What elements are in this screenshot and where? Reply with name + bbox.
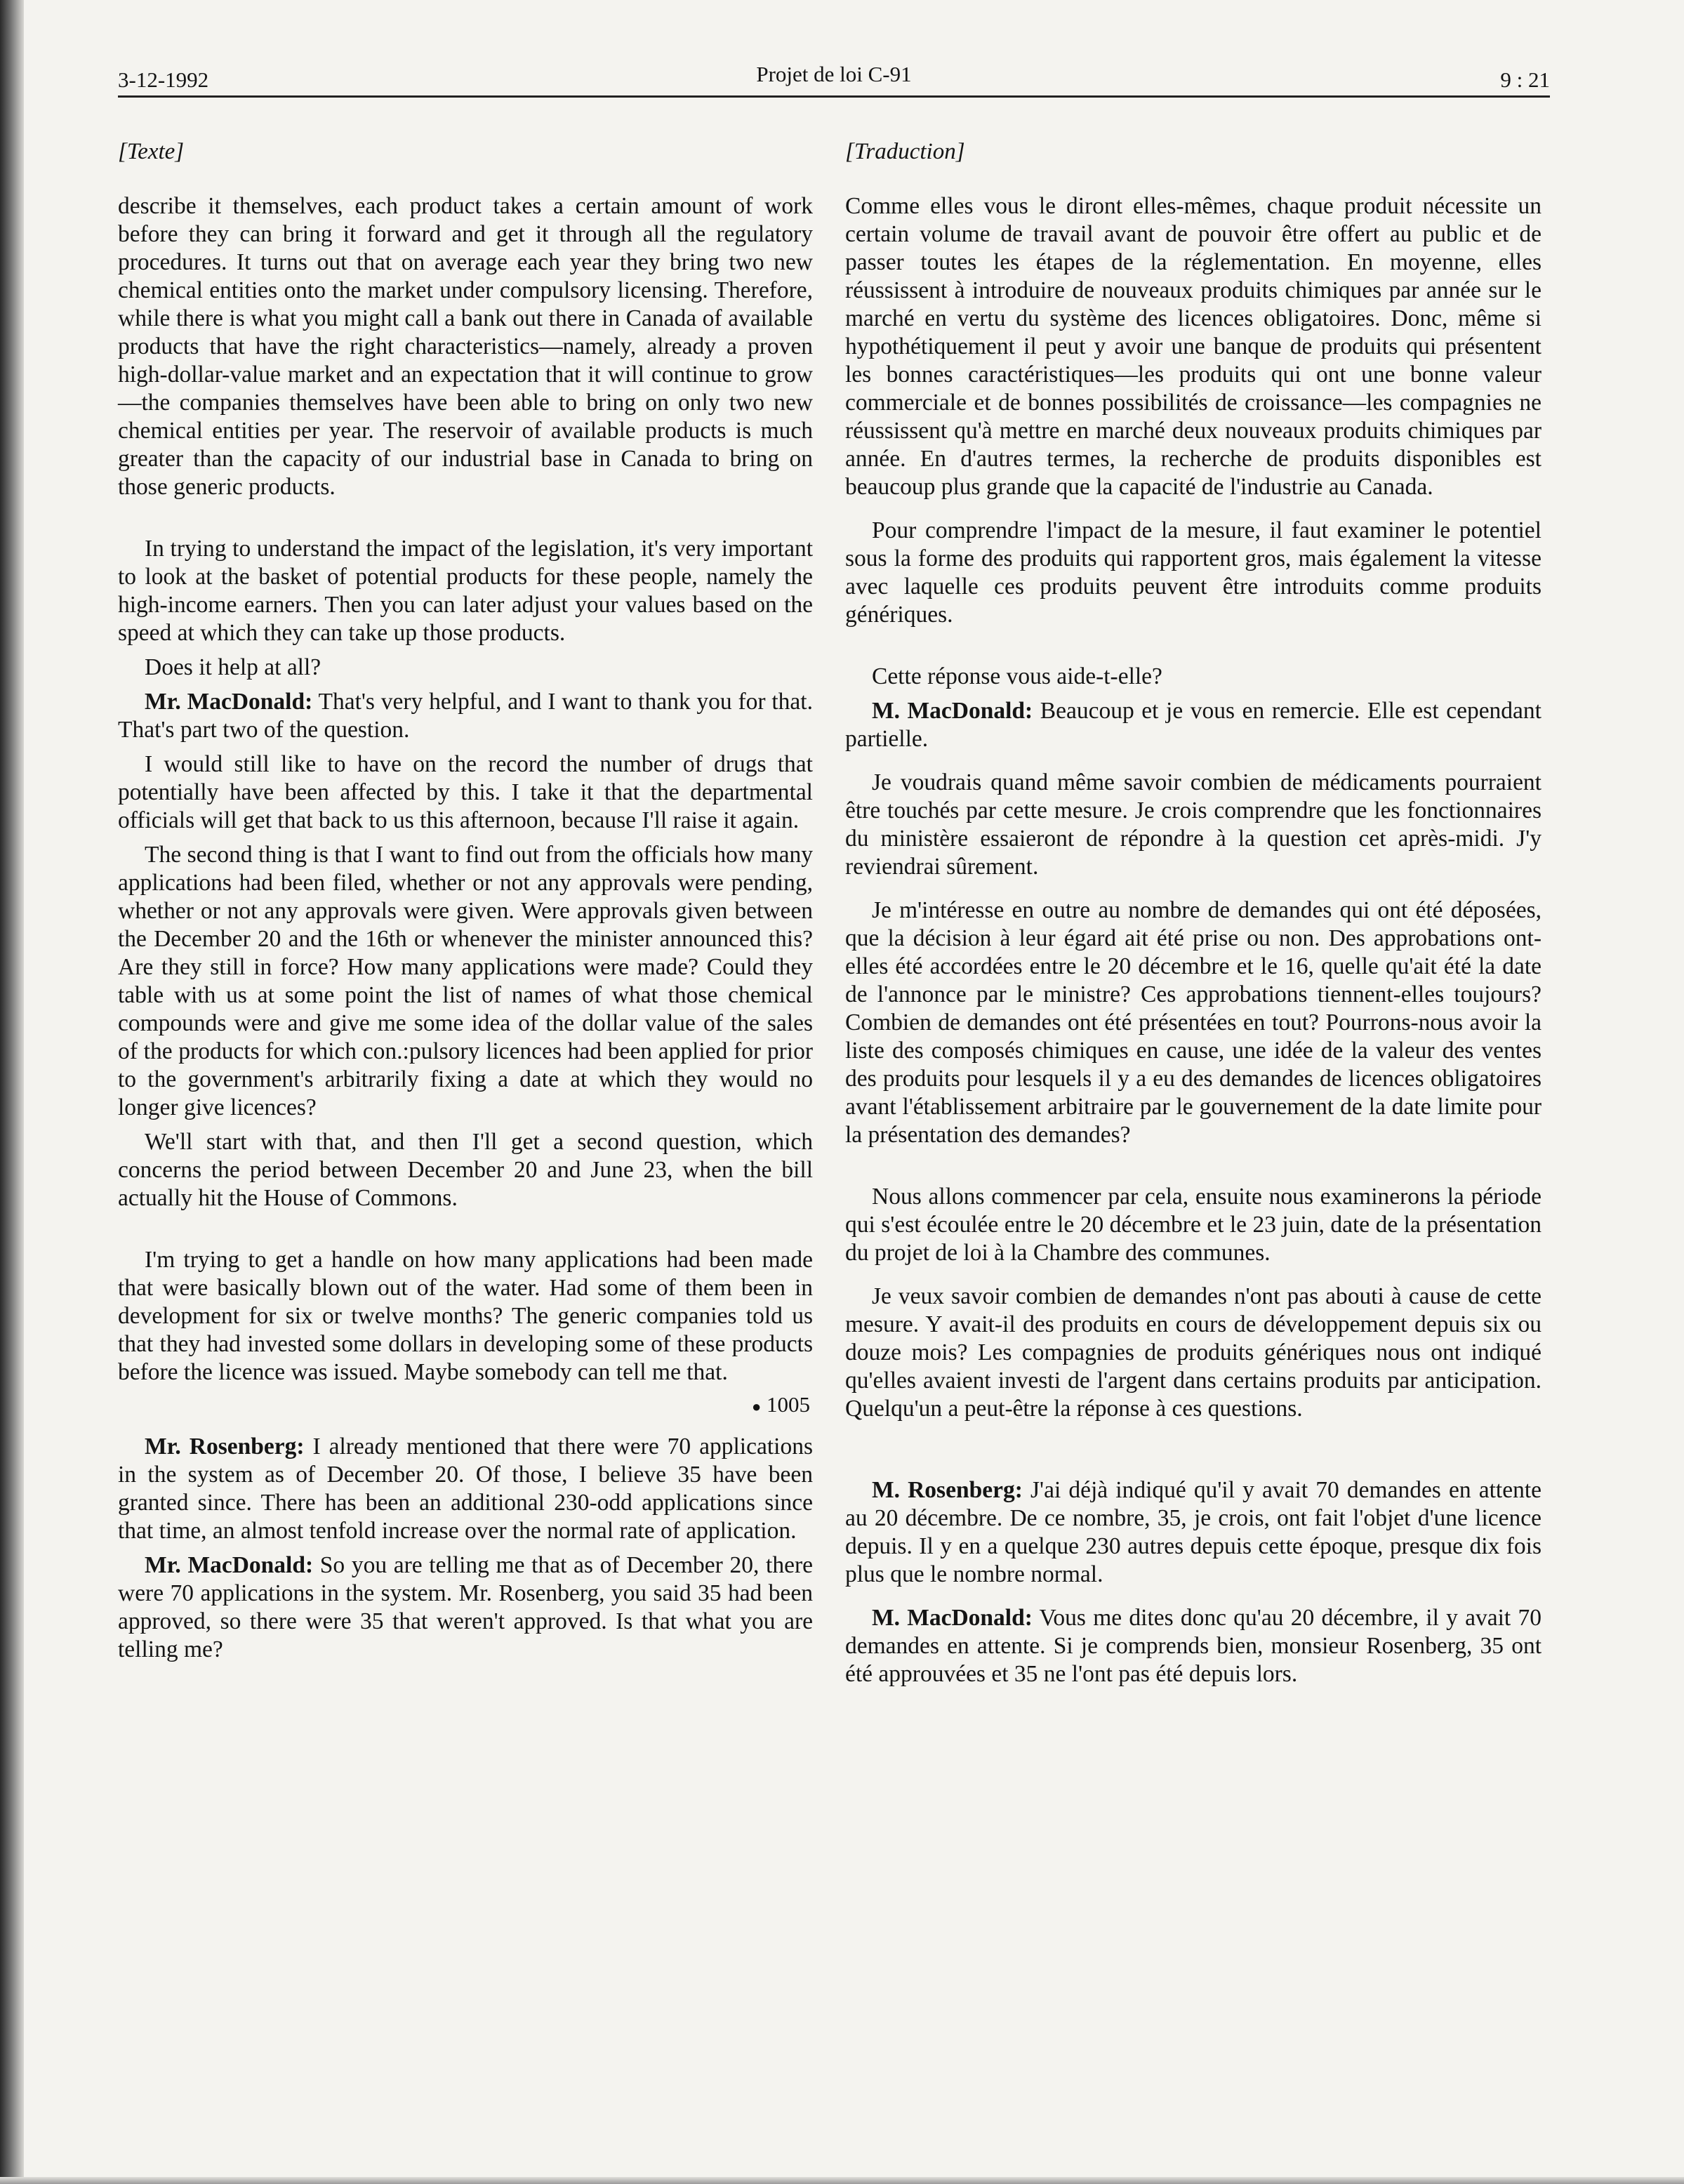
- paragraph: I'm trying to get a handle on how many applications had been made that were basically blown out of the water. Had some of them been in development for six or twelve months? The generic companies told us that they had invested some dollars in developing some of these products before the licence was issued. Maybe somebody can tell me that.: [118, 1247, 813, 1385]
- paragraph: We'll start with that, and then I'll get a second question, which concerns the period between December 20 and June 23, when the bill actually hit the House of Commons.: [118, 1129, 813, 1211]
- paragraph: Does it help at all?: [145, 654, 321, 680]
- paragraph: In trying to understand the impact of the legislation, it's very important to look at the basket of potential products for these people, namely the high-income earners. Then you can later adjust your values based on the speed at which they can take up those products.: [118, 536, 813, 646]
- speech-text: I already mentioned that there were 70 applications in the system as of December 20. Of those, I believe 35 have been granted since. There has been an additional 230-odd applications since that time, an almost tenfold increase over the normal rate of application.: [118, 1434, 814, 1544]
- paragraph: [118, 1433, 813, 1545]
- time-marker: [118, 1392, 813, 1417]
- speaker-name: Mr. MacDonald:: [145, 689, 313, 715]
- paragraph: Pour comprendre l'impact de la mesure, il faut examiner le potentiel sous la forme des produits qui rapportent gros, mais également la vitesse avec laquelle ces produits peuvent être introduits comme produits génériques.: [845, 517, 1542, 628]
- paragraph: [845, 697, 1542, 753]
- paragraph: Je m'intéresse en outre au nombre de demandes qui ont été déposées, que la décision à leur égard ait été prise ou non. Des approbations ont-elles été accordées entre le 20 décembre et le 16, quelle qu'ait été la date de l'annonce par le ministre? Ces approbations tiennent-elles toujours? Combien de demandes ont été présentées en tout? Pourrons-nous avoir la liste des composés chimiques en cause, une idée de la valeur des ventes des produits pour lesquels il y a eu des demandes de licences obligatoires avant l'établissement arbitraire par le gouvernement de la date limite pour la présentation des demandes?: [845, 897, 1542, 1148]
- paragraph: Comme elles vous le diront elles-mêmes, chaque produit nécessite un certain volume de travail avant de pouvoir être offert au public et de passer toutes les étapes de la réglementation. En moyenne, elles réussissent à introduire de nouveaux produits chimiques par année sur le marché en vertu du système des licences obligatoires. Donc, même si hypothétiquement il peut y avoir une banque de produits qui présentent les bonnes caractéristiques—les produits qui ont une bonne valeur commerciale et de bonnes possibilités de croissance—les compagnies ne réussissent qu'à mettre en marché deux nouveaux produits chimiques par année. En d'autres termes, la recherche de produits disponibles est beaucoup plus grande que la capacité de l'industrie au Canada.: [845, 193, 1542, 500]
- paragraph: [845, 1476, 1542, 1589]
- speaker-name: M. MacDonald:: [872, 1605, 1033, 1631]
- scan-bottom-edge: [0, 2177, 1684, 2184]
- speaker-name: Mr. Rosenberg:: [145, 1434, 305, 1460]
- paragraph: I would still like to have on the record the number of drugs that potentially have been affected by this. I take it that the departmental officials will get that back to us this afternoon, because I'll raise it again.: [118, 751, 813, 833]
- scan-edge-shadow: [0, 0, 24, 2184]
- french-column: [845, 139, 1542, 1688]
- speech-text: J'ai déjà indiqué qu'il y avait 70 demandes en attente au 20 décembre. De ce nombre, 35, je crois, ont fait l'objet d'une licence depuis. Il y en a quelque 230 autres depuis cette époque, presque dix fois plus que le nombre normal.: [845, 1477, 1542, 1587]
- paragraph: Je voudrais quand même savoir combien de médicaments pourraient être touchés par cette mesure. Je crois comprendre que les fonctionnaires du ministère essaieront de répondre à la question cet après-midi. J'y reviendrai sûrement.: [845, 769, 1542, 880]
- english-column: [118, 139, 813, 1664]
- speech-text: That's very helpful, and I want to thank you for that. That's part two of the question.: [118, 689, 813, 743]
- speaker-name: Mr. MacDonald:: [145, 1552, 314, 1578]
- speech-text: Vous me dites donc qu'au 20 décembre, il y avait 70 demandes en attente. Si je comprends bien, monsieur Rosenberg, 35 ont été approuvées et 35 ne l'ont pas été depuis lors.: [845, 1605, 1542, 1687]
- bullet-icon: ●: [751, 1397, 762, 1415]
- header-title: Projet de loi C-91: [756, 62, 912, 86]
- speaker-name: M. Rosenberg:: [872, 1477, 1023, 1503]
- paragraph: Cette réponse vous aide-t-elle?: [872, 663, 1162, 689]
- header-rule: [118, 95, 1550, 98]
- paragraph: Nous allons commencer par cela, ensuite nous examinerons la période qui s'est écoulée entre le 20 décembre et le 23 juin, date de la présentation du projet de loi à la Chambre des communes.: [845, 1184, 1542, 1266]
- paragraph: [845, 1604, 1542, 1688]
- paragraph: [118, 688, 813, 744]
- paragraph: Je veux savoir combien de demandes n'ont pas abouti à cause de cette mesure. Y avait-il des produits en cours de développement depuis six ou douze mois? Les compagnies de produits génériques nous ont indiqué qu'elles avaient investi de l'argent dans certains produits par anticipation. Quelqu'un a peut-être la réponse à ces questions.: [845, 1283, 1542, 1422]
- column-label-texte: [Texte]: [118, 139, 185, 164]
- speaker-name: M. MacDonald:: [872, 698, 1033, 724]
- header-page-number: 9 : 21: [1500, 67, 1550, 92]
- column-label-traduction: [Traduction]: [845, 139, 965, 164]
- time-marker-value: 1005: [767, 1392, 810, 1417]
- paragraph: The second thing is that I want to find out from the officials how many applications had been filed, whether or not any approvals were pending, whether or not any approvals were given. Were approvals given between the December 20 and the 16th or whenever the minister announced this? Are they still in force? How many applications were made? Could they table with us at some point the list of names of what those chemical compounds were and give me some idea of the dollar value of the sales of the products for which con.:pulsory licences had been applied for prior to the government's arbitrarily fixing a date at which they would no longer give licences?: [118, 842, 813, 1120]
- speech-text: Beaucoup et je vous en remercie. Elle est cependant partielle.: [845, 698, 1542, 752]
- speech-text: So you are telling me that as of December 20, there were 70 applications in the system. Mr. Rosenberg, you said 35 had been approved, so there were 35 that weren't approved. Is that what you are telling me?: [118, 1552, 813, 1662]
- paragraph: [118, 1551, 813, 1664]
- page-header: [118, 62, 1550, 104]
- header-date: 3-12-1992: [118, 67, 209, 92]
- paragraph: describe it themselves, each product takes a certain amount of work before they can bring it forward and get it through all the regulatory procedures. It turns out that on average each year they bring two new chemical entities onto the market under compulsory licensing. Therefore, while there is what you might call a bank out there in Canada of available products that have the right characteristics—namely, already a proven high-dollar-value market and an expectation that it will continue to grow—the companies themselves have been able to bring on only two new chemical entities per year. The reservoir of available products is much greater than the capacity of our industrial base in Canada to bring on those generic products.: [118, 193, 813, 500]
